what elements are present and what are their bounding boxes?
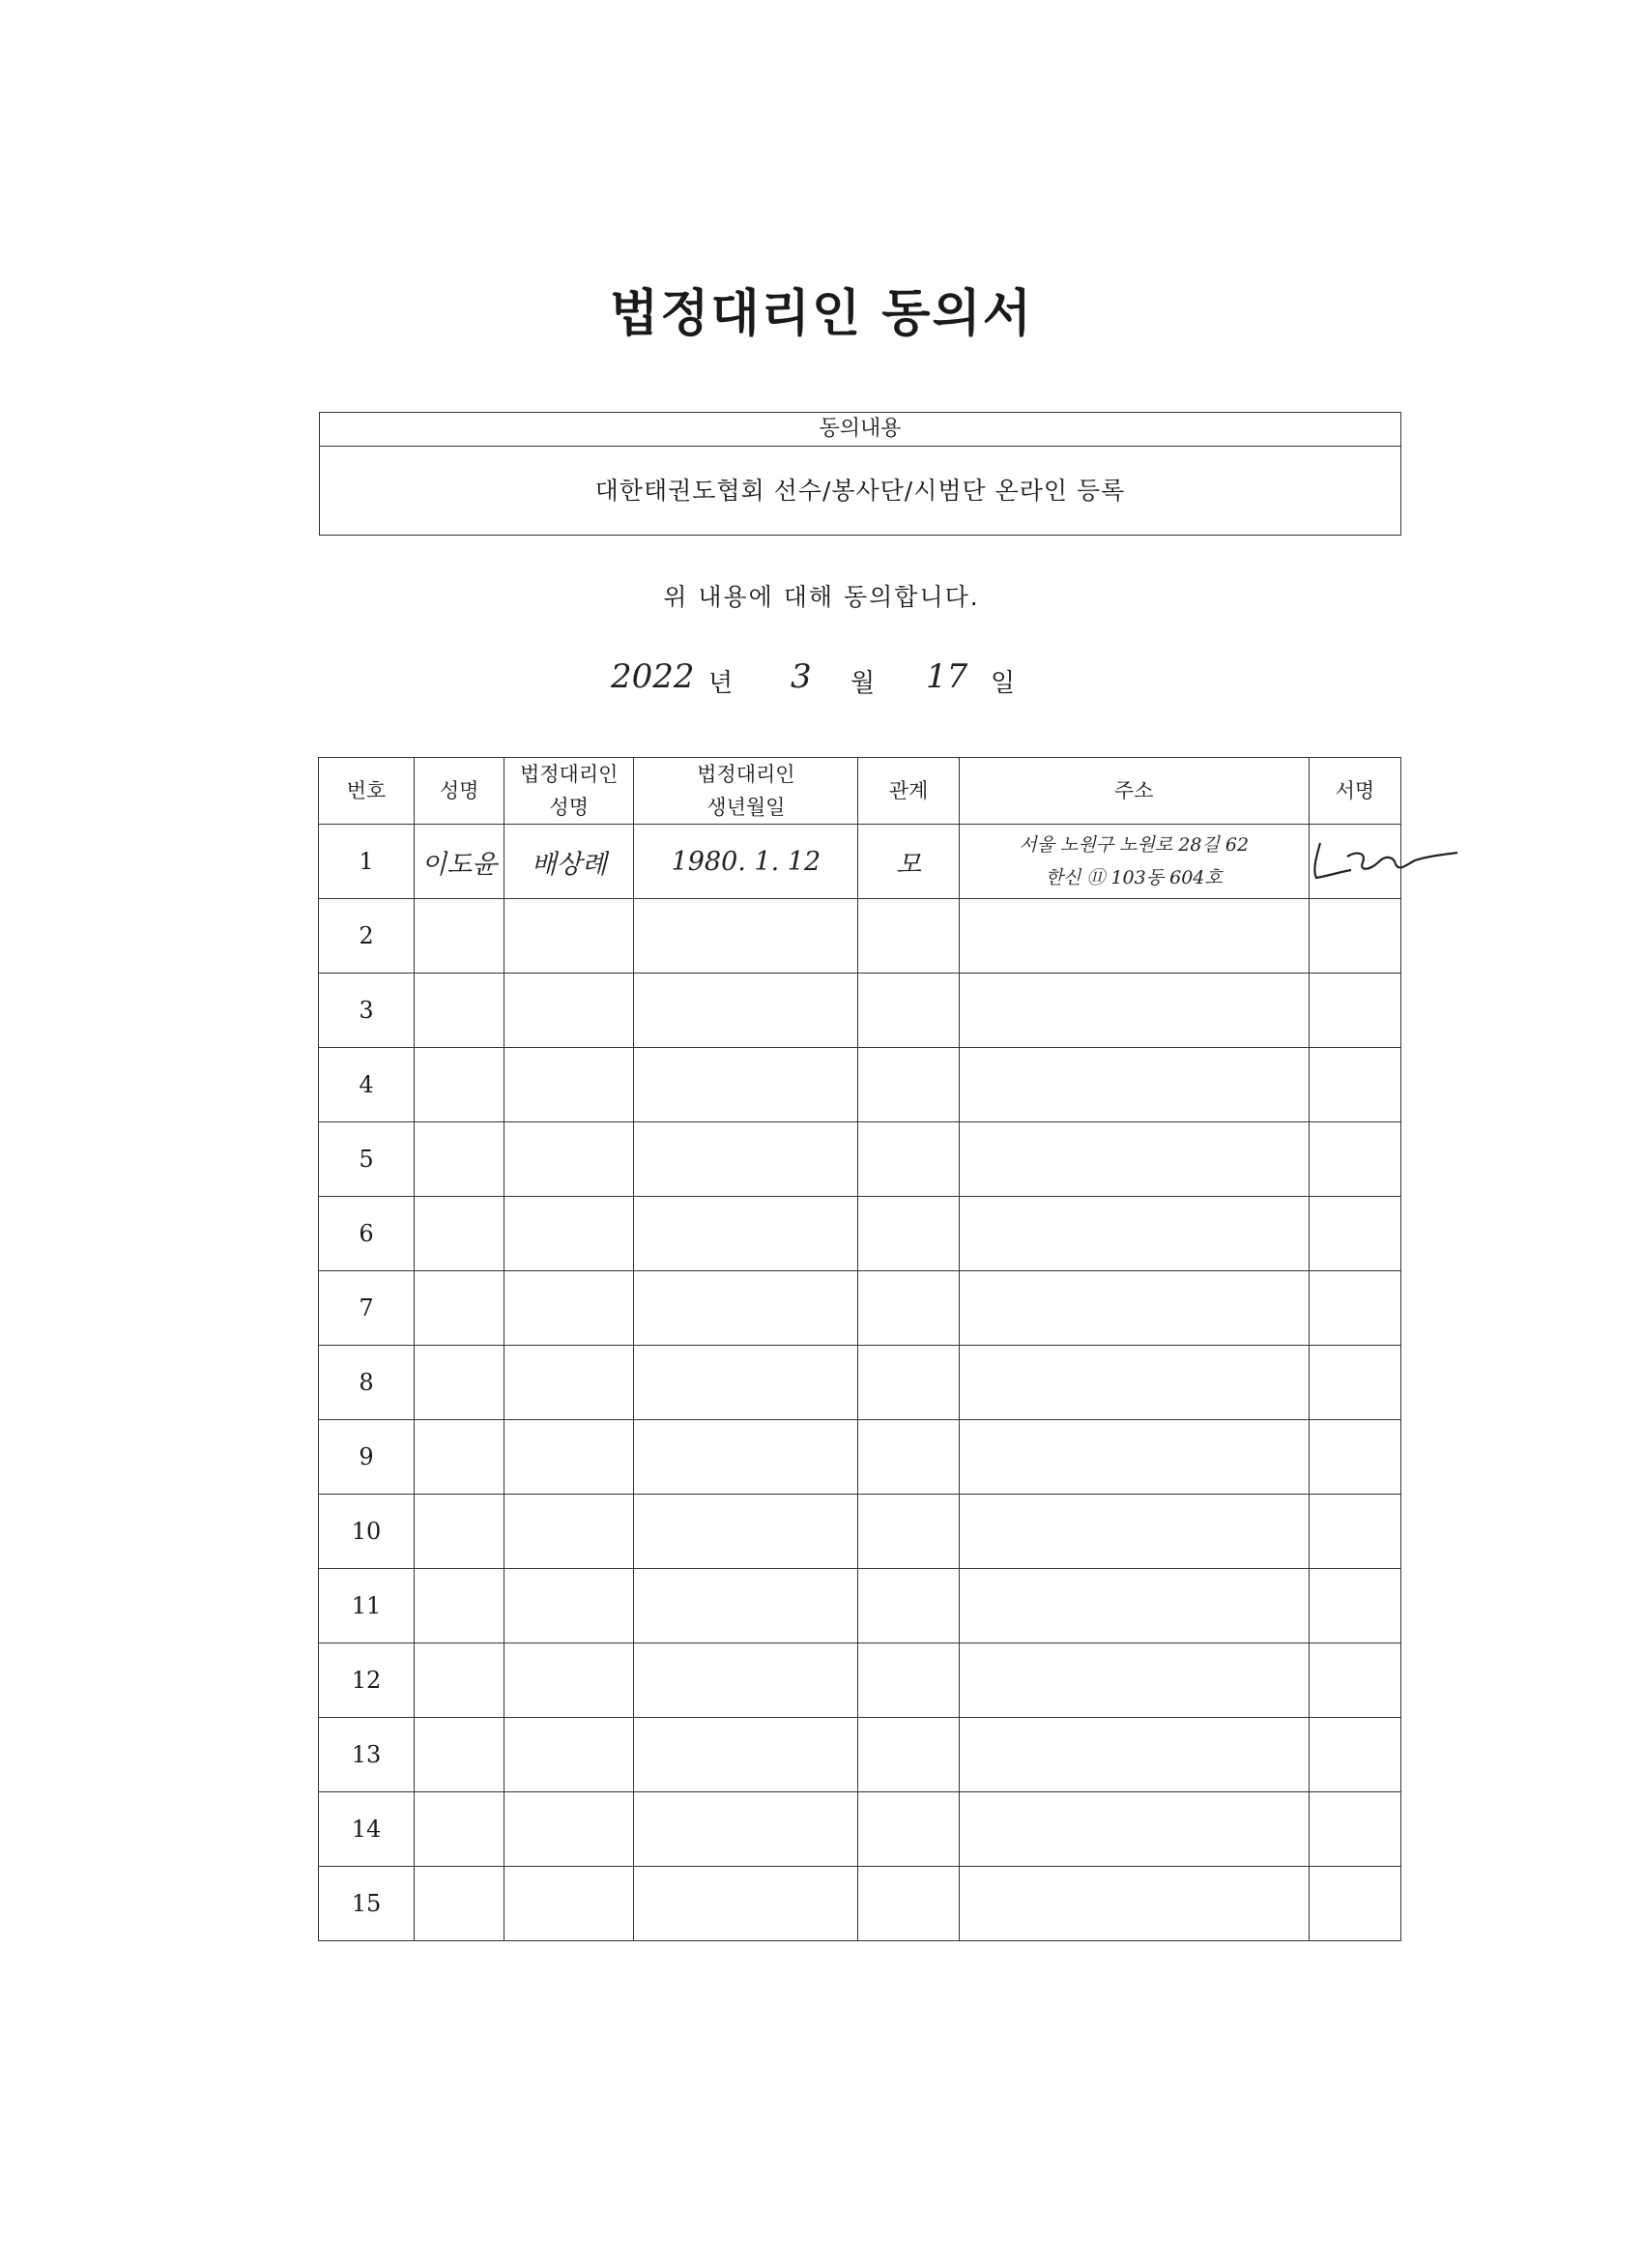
guardian-name-cell <box>504 974 634 1048</box>
guardian-birth-cell <box>634 1048 858 1122</box>
signature-cell <box>1309 1197 1400 1271</box>
relation-cell <box>858 1569 959 1643</box>
table-row <box>319 1643 1401 1718</box>
address-cell <box>959 974 1309 1048</box>
table-header-row <box>319 758 1401 825</box>
date-day: 17 <box>926 657 968 696</box>
guardian-name-cell <box>504 1197 634 1271</box>
table-row <box>319 1718 1401 1792</box>
relation-cell: 모 <box>858 825 959 899</box>
guardian-name-cell <box>504 1867 634 1941</box>
signature-cell <box>1309 1792 1400 1867</box>
table-row <box>319 1048 1401 1122</box>
page-title: 법정대리인 동의서 <box>610 285 1033 343</box>
address-cell <box>959 1346 1309 1420</box>
row-number: 7 <box>319 1271 415 1346</box>
guardian-name-cell: 배상례 <box>504 825 634 899</box>
row-number: 14 <box>319 1792 415 1867</box>
guardian-birth-cell <box>634 1718 858 1792</box>
guardian-birth-cell <box>634 899 858 974</box>
address-cell: 서울 노원구 노원로 28길 62 한신 ⑪ 103동 604호 <box>959 825 1309 899</box>
relation-cell <box>858 1495 959 1569</box>
table-row <box>319 1420 1401 1495</box>
column-header: 법정대리인 생년월일 <box>634 758 858 825</box>
signature-cell <box>1309 899 1400 974</box>
table-row <box>319 1197 1401 1271</box>
address-cell <box>959 1569 1309 1643</box>
row-number: 15 <box>319 1867 415 1941</box>
row-number: 2 <box>319 899 415 974</box>
guardian-table <box>318 757 1401 1941</box>
row-number: 5 <box>319 1122 415 1197</box>
row-number: 11 <box>319 1569 415 1643</box>
signature-cell <box>1309 1867 1400 1941</box>
guardian-birth-cell <box>634 1197 858 1271</box>
column-header: 법정대리인 성명 <box>504 758 634 825</box>
name-cell <box>415 1271 504 1346</box>
address-cell <box>959 1197 1309 1271</box>
table-row <box>319 1346 1401 1420</box>
name-cell: 이도윤 <box>415 825 504 899</box>
row-number: 6 <box>319 1197 415 1271</box>
signature-cell <box>1309 1122 1400 1197</box>
address-cell <box>959 1643 1309 1718</box>
name-cell <box>415 1867 504 1941</box>
date-year-label: 년 <box>708 669 734 698</box>
name-cell <box>415 974 504 1048</box>
date-line <box>0 657 1643 706</box>
address-cell <box>959 1792 1309 1867</box>
guardian-name-cell <box>504 899 634 974</box>
signature-cell <box>1309 1420 1400 1495</box>
table-row <box>319 1271 1401 1346</box>
signature-cell <box>1309 1569 1400 1643</box>
guardian-birth-cell <box>634 1346 858 1420</box>
column-header: 관계 <box>858 758 959 825</box>
guardian-birth-cell <box>634 1495 858 1569</box>
guardian-name-cell <box>504 1271 634 1346</box>
guardian-birth-cell <box>634 1792 858 1867</box>
name-cell <box>415 1569 504 1643</box>
name-cell <box>415 1346 504 1420</box>
address-cell <box>959 899 1309 974</box>
guardian-birth-cell <box>634 1569 858 1643</box>
signature-cell <box>1309 1048 1400 1122</box>
relation-cell <box>858 1271 959 1346</box>
guardian-name-cell <box>504 1122 634 1197</box>
guardian-birth-cell <box>634 1271 858 1346</box>
row-number: 12 <box>319 1643 415 1718</box>
table-row <box>319 1792 1401 1867</box>
relation-cell <box>858 899 959 974</box>
signature-cell <box>1309 1346 1400 1420</box>
signature-cell <box>1309 1271 1400 1346</box>
table-row <box>319 1495 1401 1569</box>
name-cell <box>415 1792 504 1867</box>
relation-cell <box>858 1867 959 1941</box>
column-header: 주소 <box>959 758 1309 825</box>
consent-header: 동의내용 <box>320 413 1400 447</box>
date-month: 3 <box>791 657 812 696</box>
name-cell <box>415 1718 504 1792</box>
address-cell <box>959 1718 1309 1792</box>
guardian-birth-cell <box>634 1420 858 1495</box>
table-row <box>319 1569 1401 1643</box>
signature-cell <box>1309 1718 1400 1792</box>
guardian-name-cell <box>504 1048 634 1122</box>
table-row <box>319 825 1401 899</box>
relation-cell <box>858 1718 959 1792</box>
address-cell <box>959 1867 1309 1941</box>
relation-cell <box>858 1792 959 1867</box>
row-number: 13 <box>319 1718 415 1792</box>
relation-cell <box>858 1048 959 1122</box>
guardian-birth-cell <box>634 974 858 1048</box>
table-row <box>319 1867 1401 1941</box>
row-number: 8 <box>319 1346 415 1420</box>
guardian-name-cell <box>504 1346 634 1420</box>
address-cell <box>959 1122 1309 1197</box>
guardian-birth-cell <box>634 1867 858 1941</box>
column-header: 번호 <box>319 758 415 825</box>
table-row <box>319 1122 1401 1197</box>
column-header: 성명 <box>415 758 504 825</box>
guardian-birth-cell <box>634 1643 858 1718</box>
address-cell <box>959 1420 1309 1495</box>
guardian-name-cell <box>504 1792 634 1867</box>
column-header: 서명 <box>1309 758 1400 825</box>
table-row <box>319 974 1401 1048</box>
relation-cell <box>858 1197 959 1271</box>
guardian-name-cell <box>504 1569 634 1643</box>
name-cell <box>415 1643 504 1718</box>
name-cell <box>415 1197 504 1271</box>
signature-cell <box>1309 1643 1400 1718</box>
consent-box <box>319 412 1401 536</box>
signature-cell <box>1309 1495 1400 1569</box>
relation-cell <box>858 1420 959 1495</box>
guardian-birth-cell <box>634 1122 858 1197</box>
date-month-label: 월 <box>850 669 876 698</box>
name-cell <box>415 1420 504 1495</box>
address-cell <box>959 1048 1309 1122</box>
relation-cell <box>858 1643 959 1718</box>
row-number: 9 <box>319 1420 415 1495</box>
row-number: 4 <box>319 1048 415 1122</box>
guardian-name-cell <box>504 1420 634 1495</box>
relation-cell <box>858 1346 959 1420</box>
row-number: 10 <box>319 1495 415 1569</box>
row-number: 1 <box>319 825 415 899</box>
guardian-name-cell <box>504 1718 634 1792</box>
relation-cell <box>858 974 959 1048</box>
relation-cell <box>858 1122 959 1197</box>
address-cell <box>959 1495 1309 1569</box>
agree-text: 위 내용에 대해 동의합니다. <box>663 583 980 611</box>
consent-body: 대한태권도협회 선수/봉사단/시범단 온라인 등록 <box>594 477 1126 505</box>
guardian-name-cell <box>504 1495 634 1569</box>
date-day-label: 일 <box>991 669 1016 698</box>
row-number: 3 <box>319 974 415 1048</box>
name-cell <box>415 899 504 974</box>
date-year: 2022 <box>611 657 695 696</box>
name-cell <box>415 1122 504 1197</box>
name-cell <box>415 1495 504 1569</box>
guardian-birth-cell: 1980. 1. 12 <box>634 825 858 899</box>
name-cell <box>415 1048 504 1122</box>
signature-drawing <box>1307 828 1461 895</box>
signature-cell <box>1309 974 1400 1048</box>
table-row <box>319 899 1401 974</box>
address-cell <box>959 1271 1309 1346</box>
guardian-name-cell <box>504 1643 634 1718</box>
